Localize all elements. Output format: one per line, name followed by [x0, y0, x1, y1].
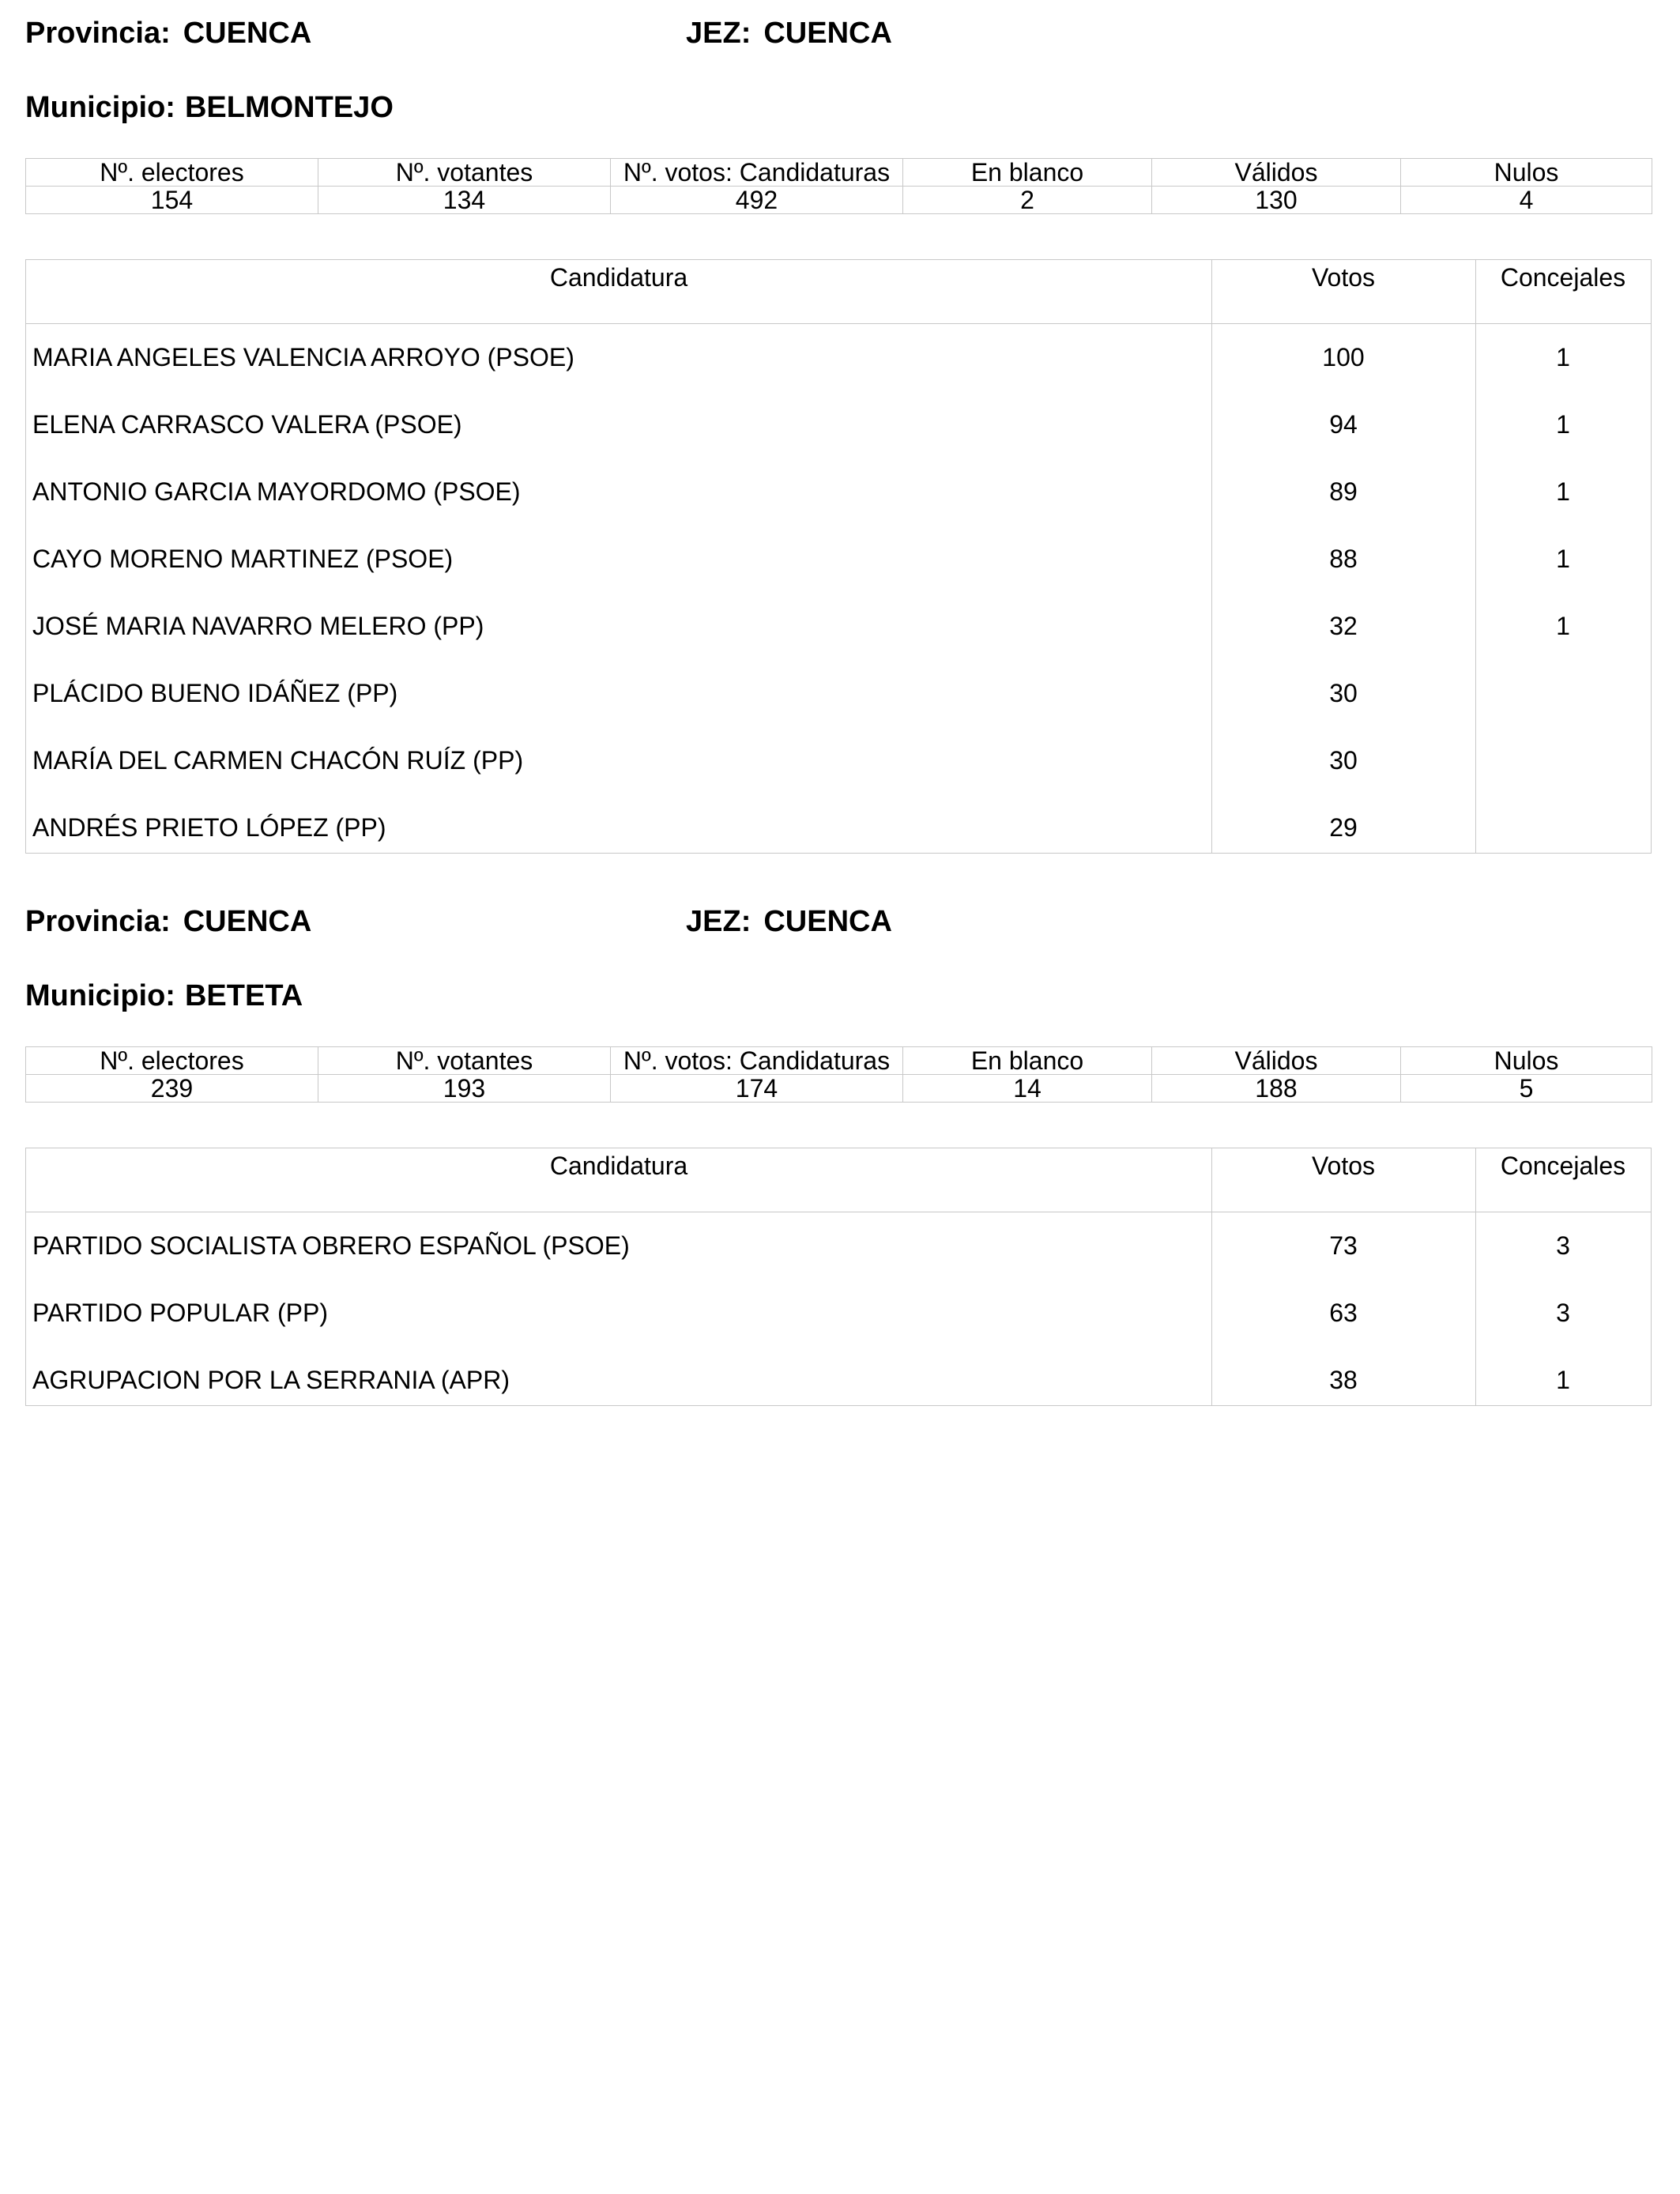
candidatura-cell: PARTIDO POPULAR (PP): [32, 1299, 328, 1327]
municipio-heading: [25, 978, 303, 1013]
votos-cell: 73: [1329, 1231, 1358, 1260]
votos-cell: 94: [1329, 410, 1358, 439]
concejales-cell: 1: [1556, 612, 1570, 640]
jez-value: CUENCA: [763, 905, 892, 938]
table-row: [26, 469, 1651, 537]
summary-value-cell: 154: [26, 187, 318, 214]
candidatura-header: Candidatura: [549, 1152, 688, 1180]
candidatura-cell: AGRUPACION POR LA SERRANIA (APR): [32, 1366, 510, 1394]
concejales-header: Concejales: [1500, 1152, 1626, 1180]
municipio-heading: [25, 90, 394, 125]
candidatura-cell: PARTIDO SOCIALISTA OBRERO ESPAÑOL (PSOE): [32, 1231, 630, 1260]
concejales-cell: 3: [1556, 1231, 1570, 1260]
results-body: [26, 324, 1651, 853]
summary-value-cell: 130: [1152, 187, 1401, 214]
candidatura-header: Candidatura: [549, 263, 688, 292]
concejales-cell: 1: [1556, 410, 1570, 439]
candidatura-cell: PLÁCIDO BUENO IDÁÑEZ (PP): [32, 679, 398, 707]
table-row: [26, 537, 1651, 604]
jez-heading: [686, 904, 892, 939]
results-table: [25, 1148, 1652, 1406]
concejales-cell: 1: [1556, 343, 1570, 371]
candidatura-cell: CAYO MORENO MARTINEZ (PSOE): [32, 545, 454, 573]
results-table: [25, 259, 1652, 854]
summary-header-cell: Nº. votantes: [318, 159, 611, 187]
summary-header-cell: En blanco: [903, 1047, 1152, 1075]
summary-header-cell: Nulos: [1401, 1047, 1652, 1075]
table-row: [26, 805, 1651, 853]
jez-value: CUENCA: [763, 17, 892, 50]
summary-table: [25, 158, 1652, 214]
votos-cell: 63: [1329, 1299, 1358, 1327]
votos-cell: 38: [1329, 1366, 1358, 1394]
candidatura-cell: MARIA ANGELES VALENCIA ARROYO (PSOE): [32, 343, 574, 371]
candidatura-cell: JOSÉ MARIA NAVARRO MELERO (PP): [32, 612, 484, 640]
summary-header-row: [26, 159, 1652, 187]
table-row: [26, 1358, 1651, 1405]
candidatura-cell: ANDRÉS PRIETO LÓPEZ (PP): [32, 813, 386, 842]
votos-cell: 88: [1329, 545, 1358, 573]
provincia-value: CUENCA: [183, 17, 312, 50]
results-header: [26, 1148, 1651, 1212]
votos-header: Votos: [1311, 263, 1376, 292]
summary-value-cell: 239: [26, 1075, 318, 1103]
summary-header-cell: Nulos: [1401, 159, 1652, 187]
provincia-value: CUENCA: [183, 905, 312, 938]
summary-header-cell: Nº. votos: Candidaturas: [611, 1047, 903, 1075]
votos-cell: 30: [1329, 746, 1358, 775]
table-row: [26, 604, 1651, 671]
results-header: [26, 260, 1651, 324]
table-row: [26, 1223, 1651, 1291]
jez-label: JEZ:: [686, 905, 751, 938]
votos-cell: 29: [1329, 813, 1358, 842]
summary-value-row: [26, 187, 1652, 214]
provincia-heading: [25, 16, 311, 51]
concejales-cell: 3: [1556, 1299, 1570, 1327]
concejales-header: Concejales: [1500, 263, 1626, 292]
summary-value-cell: 134: [318, 187, 611, 214]
votos-header: Votos: [1311, 1152, 1376, 1180]
concejales-cell: 1: [1556, 1366, 1570, 1394]
candidatura-cell: ELENA CARRASCO VALERA (PSOE): [32, 410, 462, 439]
provincia-heading: [25, 904, 311, 939]
provincia-label: Provincia:: [25, 17, 171, 50]
summary-header-cell: Nº. electores: [26, 1047, 318, 1075]
candidatura-cell: MARÍA DEL CARMEN CHACÓN RUÍZ (PP): [32, 746, 524, 775]
summary-header-cell: Nº. electores: [26, 159, 318, 187]
votos-cell: 89: [1329, 477, 1358, 506]
summary-table: [25, 1046, 1652, 1103]
summary-header-cell: Nº. votos: Candidaturas: [611, 159, 903, 187]
summary-value-row: [26, 1075, 1652, 1103]
municipio-label: Municipio:: [25, 979, 175, 1012]
summary-header-cell: Nº. votantes: [318, 1047, 611, 1075]
summary-value-cell: 14: [903, 1075, 1152, 1103]
summary-header-cell: En blanco: [903, 159, 1152, 187]
table-row: [26, 402, 1651, 469]
summary-value-cell: 5: [1401, 1075, 1652, 1103]
municipio-value: BETETA: [184, 979, 303, 1012]
concejales-cell: 1: [1556, 477, 1570, 506]
table-row: [26, 671, 1651, 738]
summary-value-cell: 492: [611, 187, 903, 214]
candidatura-cell: ANTONIO GARCIA MAYORDOMO (PSOE): [32, 477, 521, 506]
votos-cell: 100: [1322, 343, 1365, 371]
summary-value-cell: 193: [318, 1075, 611, 1103]
summary-header-cell: Válidos: [1152, 1047, 1401, 1075]
results-body: [26, 1212, 1651, 1405]
municipio-label: Municipio:: [25, 91, 175, 124]
municipio-value: BELMONTEJO: [184, 91, 394, 124]
summary-value-cell: 174: [611, 1075, 903, 1103]
summary-header-row: [26, 1047, 1652, 1075]
votos-cell: 32: [1329, 612, 1358, 640]
table-row: [26, 335, 1651, 402]
summary-value-cell: 4: [1401, 187, 1652, 214]
concejales-cell: 1: [1556, 545, 1570, 573]
table-row: [26, 1291, 1651, 1358]
jez-heading: [686, 16, 892, 51]
jez-label: JEZ:: [686, 17, 751, 50]
summary-value-cell: 188: [1152, 1075, 1401, 1103]
summary-header-cell: Válidos: [1152, 159, 1401, 187]
votos-cell: 30: [1329, 679, 1358, 707]
table-row: [26, 738, 1651, 805]
provincia-label: Provincia:: [25, 905, 171, 938]
summary-value-cell: 2: [903, 187, 1152, 214]
